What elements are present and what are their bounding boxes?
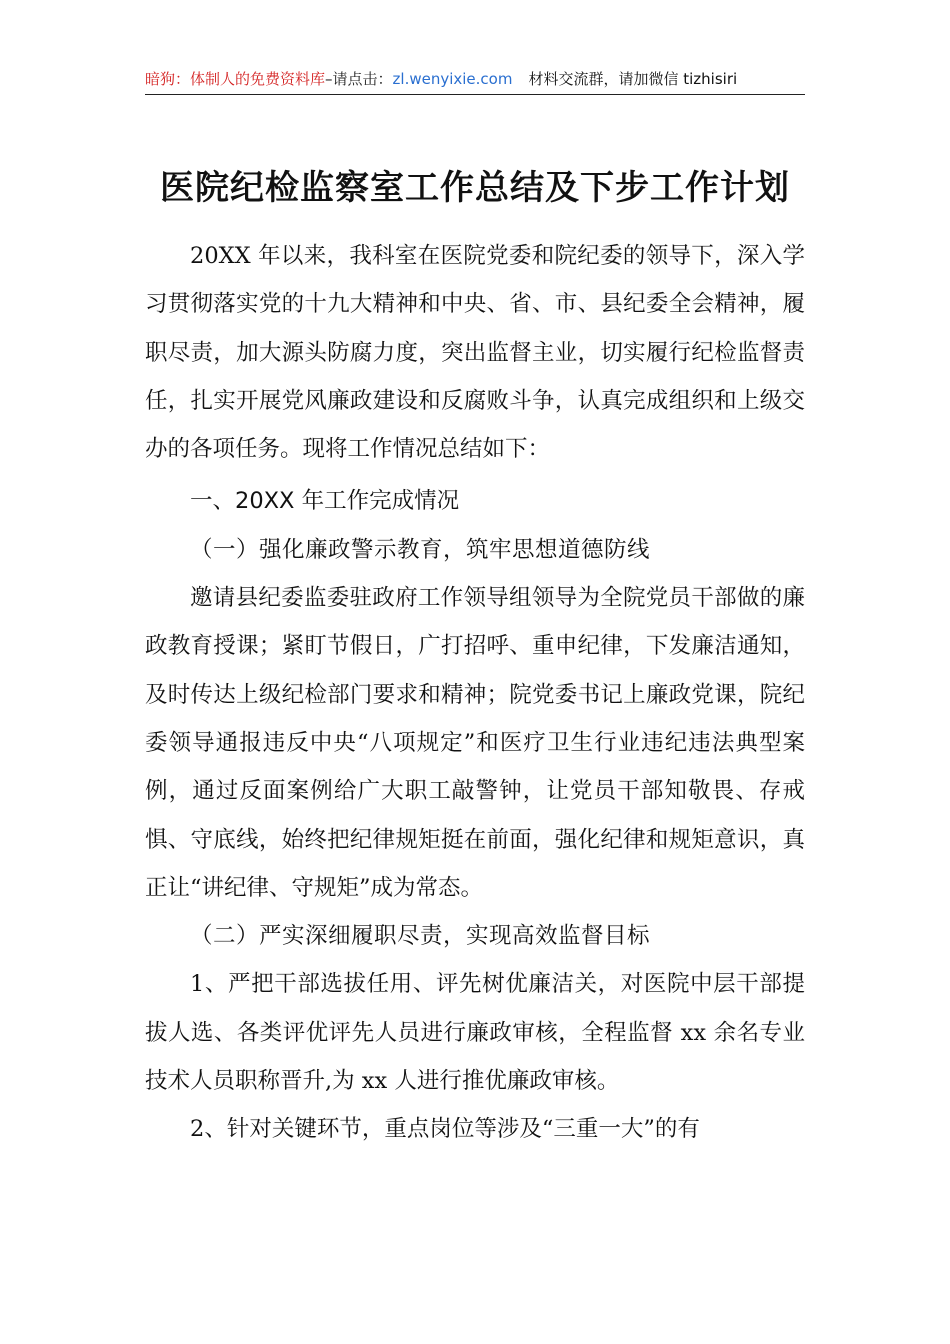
list-item-1: 1、严把干部选拔任用、评先树优廉洁关，对医院中层干部提拔人选、各类评优评先人员进行廉政审核，全程监督 xx 余名专业技术人员职称晋升,为 xx 人进行推优廉政审核。 bbox=[145, 971, 805, 1095]
subsection-paragraph-1: 邀请县纪委监委驻政府工作领导组领导为全院党员干部做的廉政教育授课；紧盯节假日，广打招呼、重申纪律，下发廉洁通知，及时传达上级纪检部门要求和精神；院党委书记上廉政党课，院纪委领导通报违反中央“八项规定”和医疗卫生行业违纪违法典型案例，通过反面案例给广大职工敲警钟，让党员干部知敬畏、存戒惧、守底线，始终把纪律规矩挺在前面，强化纪律和规矩意识，真正让“讲纪律、守规矩”成为常态。 bbox=[145, 585, 805, 901]
intro-paragraph: 20XX 年以来，我科室在医院党委和院纪委的领导下，深入学习贯彻落实党的十九大精神和中央、省、市、县纪委全会精神，履职尽责，加大源头防腐力度，突出监督主业，切实履行纪检监督责任，扎实开展党风廉政建设和反腐败斗争，认真完成组织和上级交办的各项任务。现将工作情况总结如下： bbox=[145, 243, 805, 463]
header-prompt: –请点击： bbox=[325, 70, 393, 88]
document-body bbox=[145, 232, 805, 1154]
page-header bbox=[145, 64, 805, 95]
header-brand: 暗狗：体制人的免费资料库 bbox=[145, 70, 326, 88]
header-group-info: 材料交流群，请加微信 tizhisiri bbox=[528, 70, 738, 88]
header-url-link[interactable]: zl.wenyixie.com bbox=[392, 70, 513, 88]
document-title: 医院纪检监察室工作总结及下步工作计划 bbox=[160, 168, 790, 208]
list-item-2: 2、针对关键环节，重点岗位等涉及“三重一大”的有 bbox=[190, 1116, 700, 1143]
subsection-heading-2: （二）严实深细履职尽责，实现高效监督目标 bbox=[190, 923, 651, 950]
section-heading-1: 一、20XX 年工作完成情况 bbox=[190, 488, 460, 515]
subsection-heading-1: （一）强化廉政警示教育，筑牢思想道德防线 bbox=[190, 536, 651, 563]
